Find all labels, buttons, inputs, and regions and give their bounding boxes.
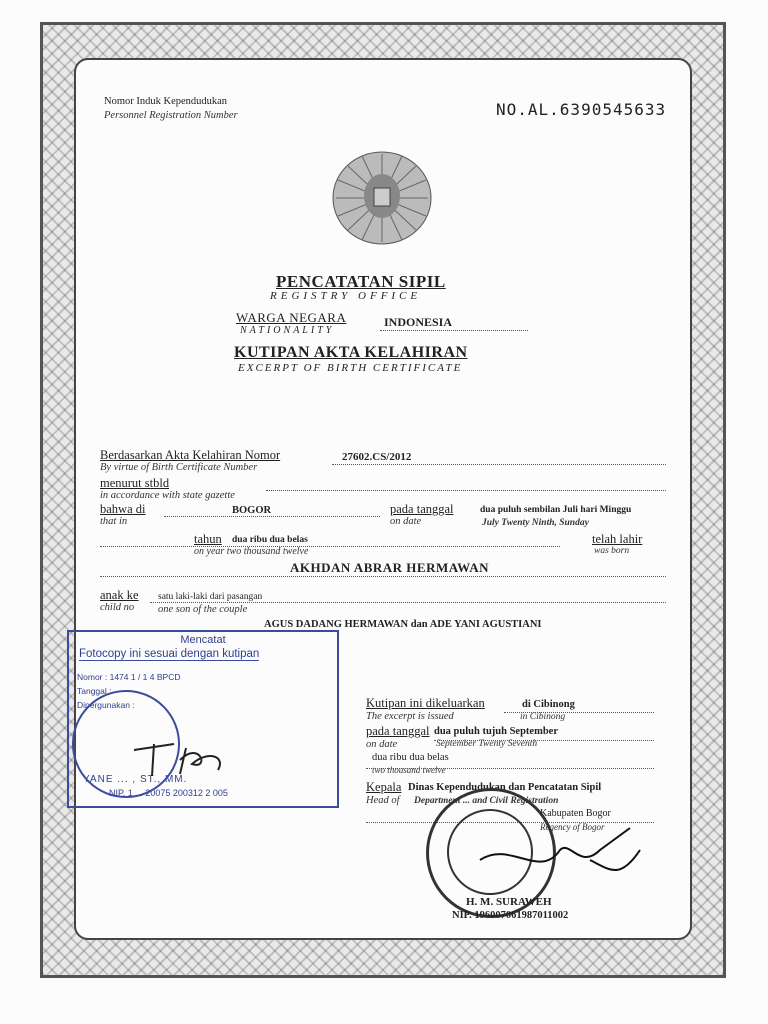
stamp-title: Fotocopy ini sesuai dengan kutipan xyxy=(79,648,260,660)
year-value-en: on year two thousand twelve xyxy=(194,546,309,557)
office-title-en: REGISTRY OFFICE xyxy=(270,290,422,302)
stamp-row-tanggal: Tanggal : xyxy=(77,686,112,696)
nationality-value: INDONESIA xyxy=(384,315,453,329)
office-title: PENCATATAN SIPIL xyxy=(276,272,446,291)
year-value: dua ribu dua belas xyxy=(232,535,308,545)
child-number-value-en: one son of the couple xyxy=(158,604,248,615)
child-number-value: satu laki-laki dari pasangan xyxy=(158,592,263,602)
place-label: bahwa di xyxy=(100,502,146,516)
cert-number-label-en: By virtue of Birth Certificate Number xyxy=(100,462,258,473)
stbld-label-en: in accordance with state gazette xyxy=(100,490,235,501)
date-label-en: on date xyxy=(390,516,422,527)
garuda-emblem-icon xyxy=(330,150,434,246)
cert-number-label: Berdasarkan Akta Kelahiran Nomor xyxy=(100,448,281,462)
regency-value-en: Regency of Bogor xyxy=(540,822,605,832)
reg-label-en: Personnel Registration Number xyxy=(104,110,238,121)
issue-date-label-en: on date xyxy=(366,739,398,750)
document-title: KUTIPAN AKTA KELAHIRAN xyxy=(234,344,468,361)
dotted-line xyxy=(434,740,654,741)
dotted-line xyxy=(100,546,560,547)
document-title-en: EXCERPT OF BIRTH CERTIFICATE xyxy=(238,362,463,374)
child-name: AKHDAN ABRAR HERMAWAN xyxy=(290,560,490,575)
official-name: H. M. SURAWEH xyxy=(466,896,552,908)
head-label: Kepala xyxy=(366,780,402,794)
official-nip: NIP. 196007061987011002 xyxy=(452,910,569,921)
parents-names: AGUS DADANG HERMAWAN dan ADE YANI AGUSTIANI xyxy=(264,619,542,630)
issued-label: Kutipan ini dikeluarkan xyxy=(366,696,485,710)
stbld-label: menurut stbld xyxy=(100,476,170,490)
year-label: tahun xyxy=(194,532,222,546)
stamp-official-nip: NIP. 1 ... 20075 200312 2 005 xyxy=(109,788,228,798)
issue-year-value: dua ribu dua belas xyxy=(372,752,449,763)
certificate-number: NO.AL.6390545633 xyxy=(496,100,667,119)
date-value: dua puluh sembilan Juli hari Minggu xyxy=(480,505,632,515)
stamp-row-nomor: Nomor : 1474 1 / 1 4 BPCD xyxy=(77,672,181,682)
issue-date-label: pada tanggal xyxy=(366,724,430,738)
official-signature xyxy=(470,820,650,890)
head-value-en: Department ... and Civil Registration xyxy=(414,796,559,806)
dotted-line xyxy=(150,602,666,603)
dotted-line xyxy=(332,464,666,465)
born-label: telah lahir xyxy=(592,532,643,546)
date-value-en: July Twenty Ninth, Sunday xyxy=(482,518,589,528)
born-label-en: was born xyxy=(594,546,630,556)
child-number-label: anak ke xyxy=(100,588,139,602)
issued-label-en: The excerpt is issued xyxy=(366,711,454,722)
stamp-row-dipergunakan: Dipergunakan : xyxy=(77,700,135,710)
issued-place-en: in Cibinong xyxy=(520,712,566,722)
issue-date-value-en: September Twenty Seventh xyxy=(436,739,538,749)
head-label-en: Head of xyxy=(366,795,400,806)
dotted-line xyxy=(266,490,666,491)
dotted-line xyxy=(380,330,528,331)
stamp-heading: Mencatat xyxy=(180,634,226,646)
stamp-official-name: YANE ... , ST., MM. xyxy=(83,774,188,785)
signature-blue xyxy=(130,730,250,780)
regency-value: Kabupaten Bogor xyxy=(540,808,611,819)
cert-number-value: 27602.CS/2012 xyxy=(342,451,412,463)
child-number-label-en: child no xyxy=(100,602,135,613)
issue-year-value-en: two thousand twelve xyxy=(372,765,446,775)
date-label: pada tanggal xyxy=(390,502,454,516)
reg-label-id: Nomor Induk Kependudukan xyxy=(104,96,228,107)
issued-place: di Cibinong xyxy=(522,699,575,710)
nationality-label-en: NATIONALITY xyxy=(240,325,335,336)
head-value: Dinas Kependudukan dan Pencatatan Sipil xyxy=(408,782,602,793)
place-value: BOGOR xyxy=(232,505,272,516)
dotted-line xyxy=(504,712,654,713)
place-label-en: that in xyxy=(100,516,128,527)
dotted-line xyxy=(100,576,666,577)
dotted-line xyxy=(366,768,654,769)
issue-date-value: dua puluh tujuh September xyxy=(434,726,558,737)
nationality-label: WARGA NEGARA xyxy=(236,310,347,325)
dotted-line xyxy=(164,516,380,517)
